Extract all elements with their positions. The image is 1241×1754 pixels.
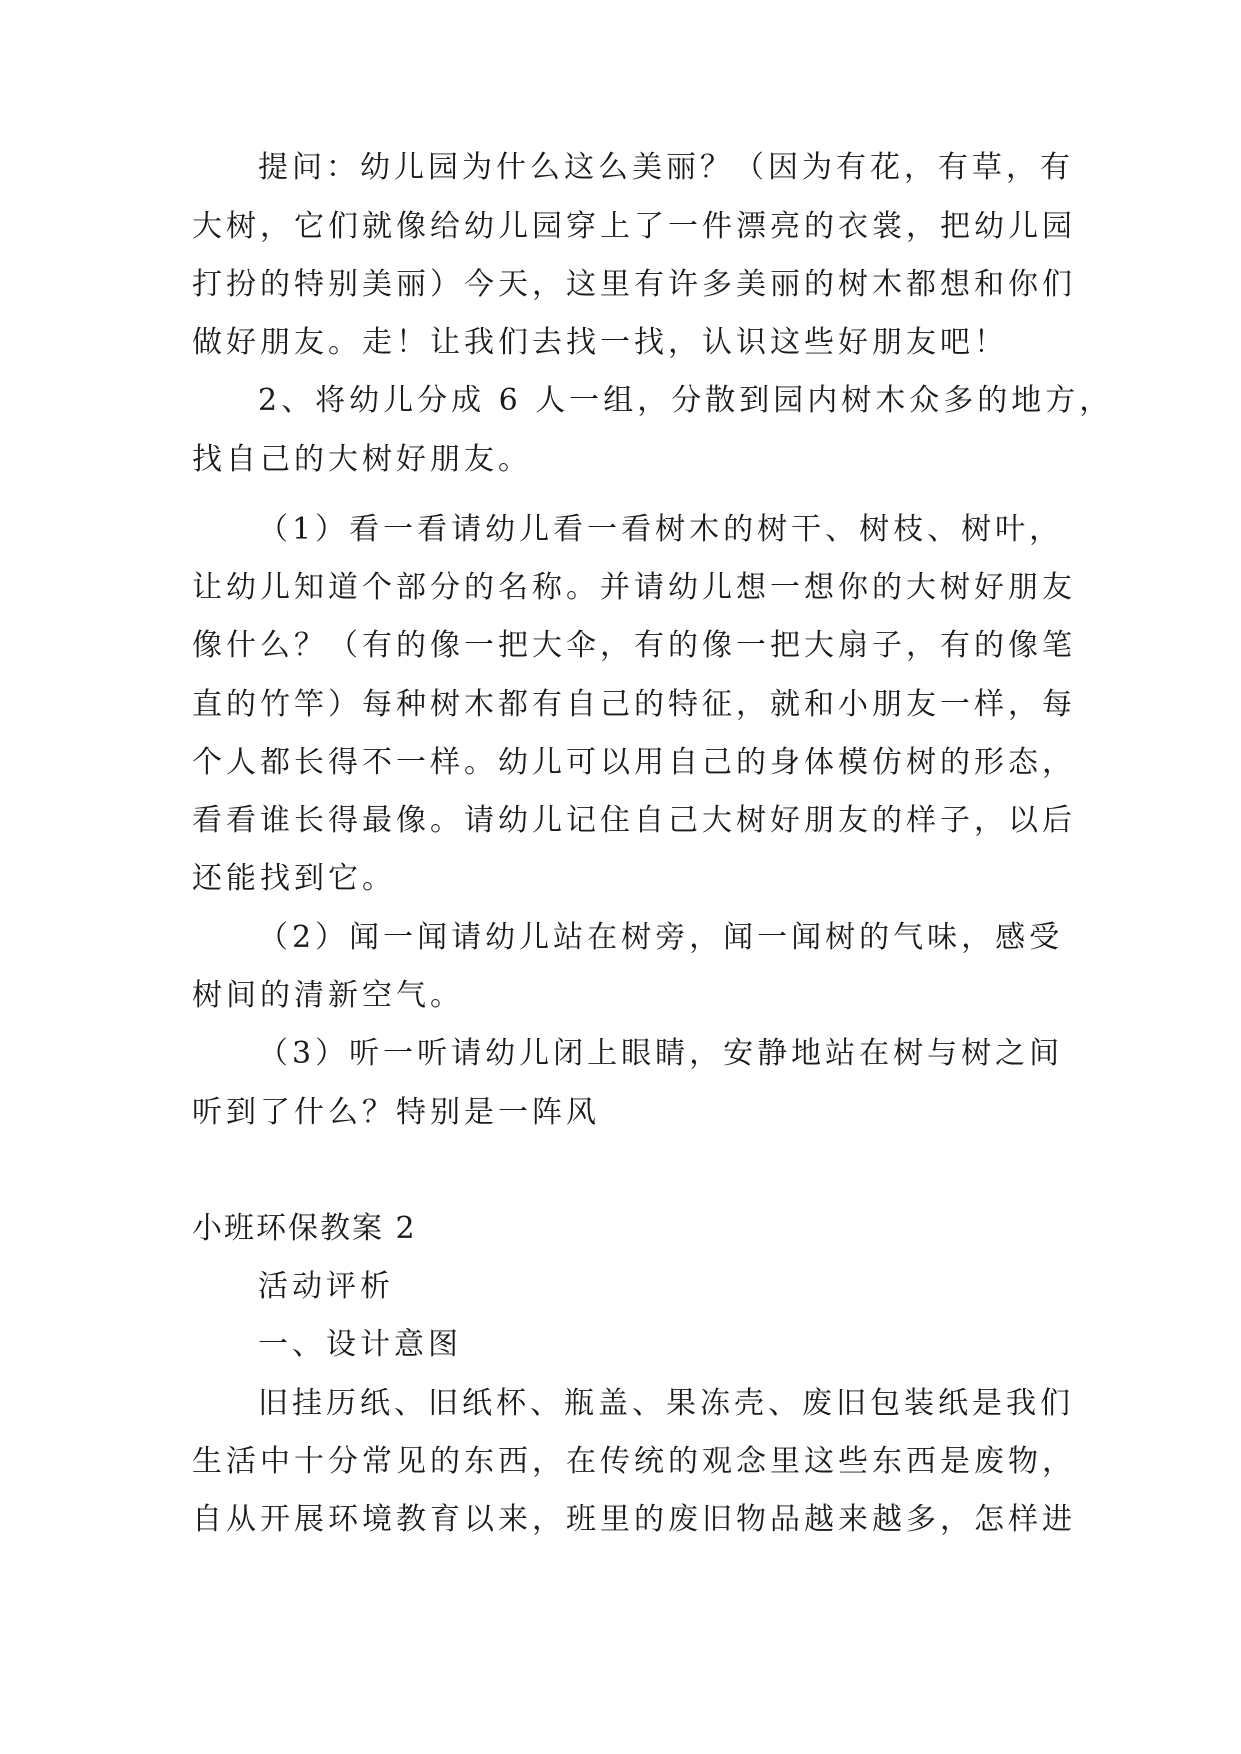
paragraph-line: 生活中十分常见的东西，在传统的观念里这些东西是废物， bbox=[192, 1444, 1076, 1479]
paragraph-line: 直的竹竿）每种树木都有自己的特征，就和小朋友一样，每 bbox=[192, 687, 1076, 722]
paragraph-line: 做好朋友。走！让我们去找一找，认识这些好朋友吧！ bbox=[192, 325, 1008, 360]
paragraph-line: 树间的清新空气。 bbox=[192, 978, 464, 1013]
paragraph-line: 打扮的特别美丽）今天，这里有许多美丽的树木都想和你们 bbox=[192, 267, 1076, 302]
subheading: 一、设计意图 bbox=[258, 1327, 462, 1362]
subheading: 活动评析 bbox=[258, 1269, 394, 1304]
paragraph-line: 像什么？（有的像一把大伞，有的像一把大扇子，有的像笔 bbox=[192, 628, 1076, 663]
paragraph-line: （3）听一听请幼儿闭上眼睛，安静地站在树与树之间 bbox=[258, 1036, 1064, 1071]
paragraph-line: 个人都长得不一样。幼儿可以用自己的身体模仿树的形态， bbox=[192, 745, 1076, 780]
paragraph-line: 让幼儿知道个部分的名称。并请幼儿想一想你的大树好朋友 bbox=[192, 570, 1076, 605]
paragraph-line: 找自己的大树好朋友。 bbox=[192, 442, 532, 477]
paragraph-line: 看看谁长得最像。请幼儿记住自己大树好朋友的样子，以后 bbox=[192, 803, 1076, 838]
paragraph-line: 大树，它们就像给幼儿园穿上了一件漂亮的衣裳，把幼儿园 bbox=[192, 209, 1076, 244]
paragraph-line: 2、将幼儿分成 6 人一组，分散到园内树木众多的地方， bbox=[258, 383, 1114, 418]
paragraph-line: 提问：幼儿园为什么这么美丽？（因为有花，有草，有 bbox=[258, 150, 1074, 185]
section-title: 小班环保教案 2 bbox=[192, 1211, 417, 1246]
paragraph-line: 旧挂历纸、旧纸杯、瓶盖、果冻壳、废旧包装纸是我们 bbox=[258, 1386, 1074, 1421]
paragraph-line: （1）看一看请幼儿看一看树木的树干、树枝、树叶， bbox=[258, 512, 1064, 547]
paragraph-line: 还能找到它。 bbox=[192, 861, 396, 896]
paragraph-line: （2）闻一闻请幼儿站在树旁，闻一闻树的气味，感受 bbox=[258, 920, 1064, 955]
paragraph-line: 听到了什么？特别是一阵风 bbox=[192, 1095, 600, 1130]
paragraph-line: 自从开展环境教育以来，班里的废旧物品越来越多，怎样进 bbox=[192, 1502, 1076, 1537]
